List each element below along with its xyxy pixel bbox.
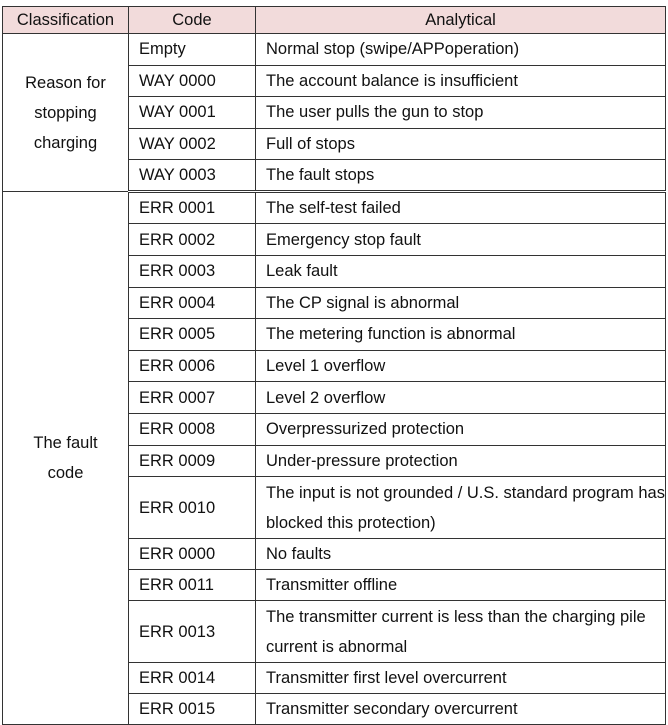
code-cell: ERR 0013 [129,601,256,663]
analytical-cell: Under-pressure protection [256,445,666,477]
header-analytical: Analytical [256,7,666,34]
classification-cell: Reason for stopping charging [3,34,129,192]
code-cell: ERR 0009 [129,445,256,477]
header-row [3,7,666,34]
analytical-cell: The self-test failed [256,192,666,224]
code-cell: ERR 0007 [129,382,256,414]
code-cell: ERR 0005 [129,319,256,351]
analytical-cell: The user pulls the gun to stop [256,97,666,129]
code-cell: ERR 0000 [129,539,256,570]
analytical-cell: The transmitter current is less than the charging pile current is abnormal [256,601,666,663]
analytical-cell: The input is not grounded / U.S. standard program has blocked this protection) [256,477,666,539]
code-cell: ERR 0010 [129,477,256,539]
code-cell: ERR 0006 [129,350,256,382]
code-cell: WAY 0003 [129,160,256,192]
analytical-cell: No faults [256,539,666,570]
analytical-cell: The metering function is abnormal [256,319,666,351]
code-cell: WAY 0001 [129,97,256,129]
analytical-cell: Overpressurized protection [256,413,666,445]
code-cell: ERR 0004 [129,287,256,319]
code-cell: Empty [129,34,256,66]
analytical-cell: Transmitter offline [256,570,666,601]
table-row [3,192,666,224]
code-cell: ERR 0015 [129,694,256,725]
analytical-cell: Level 1 overflow [256,350,666,382]
fault-code-table [2,6,666,725]
classification-cell: The fault code [3,192,129,725]
analytical-cell: Emergency stop fault [256,224,666,256]
code-cell: WAY 0000 [129,65,256,97]
analytical-cell: Level 2 overflow [256,382,666,414]
header-code: Code [129,7,256,34]
code-cell: ERR 0003 [129,255,256,287]
analytical-cell: The account balance is insufficient [256,65,666,97]
analytical-cell: Leak fault [256,255,666,287]
analytical-cell: Transmitter first level overcurrent [256,663,666,694]
code-cell: ERR 0002 [129,224,256,256]
code-cell: ERR 0014 [129,663,256,694]
analytical-cell: The fault stops [256,160,666,192]
analytical-cell: Full of stops [256,128,666,160]
analytical-cell: Transmitter secondary overcurrent [256,694,666,725]
analytical-cell: The CP signal is abnormal [256,287,666,319]
code-cell: WAY 0002 [129,128,256,160]
code-cell: ERR 0001 [129,192,256,224]
table-row [3,34,666,66]
header-classification: Classification [3,7,129,34]
analytical-cell: Normal stop (swipe/APPoperation) [256,34,666,66]
code-cell: ERR 0011 [129,570,256,601]
code-cell: ERR 0008 [129,413,256,445]
